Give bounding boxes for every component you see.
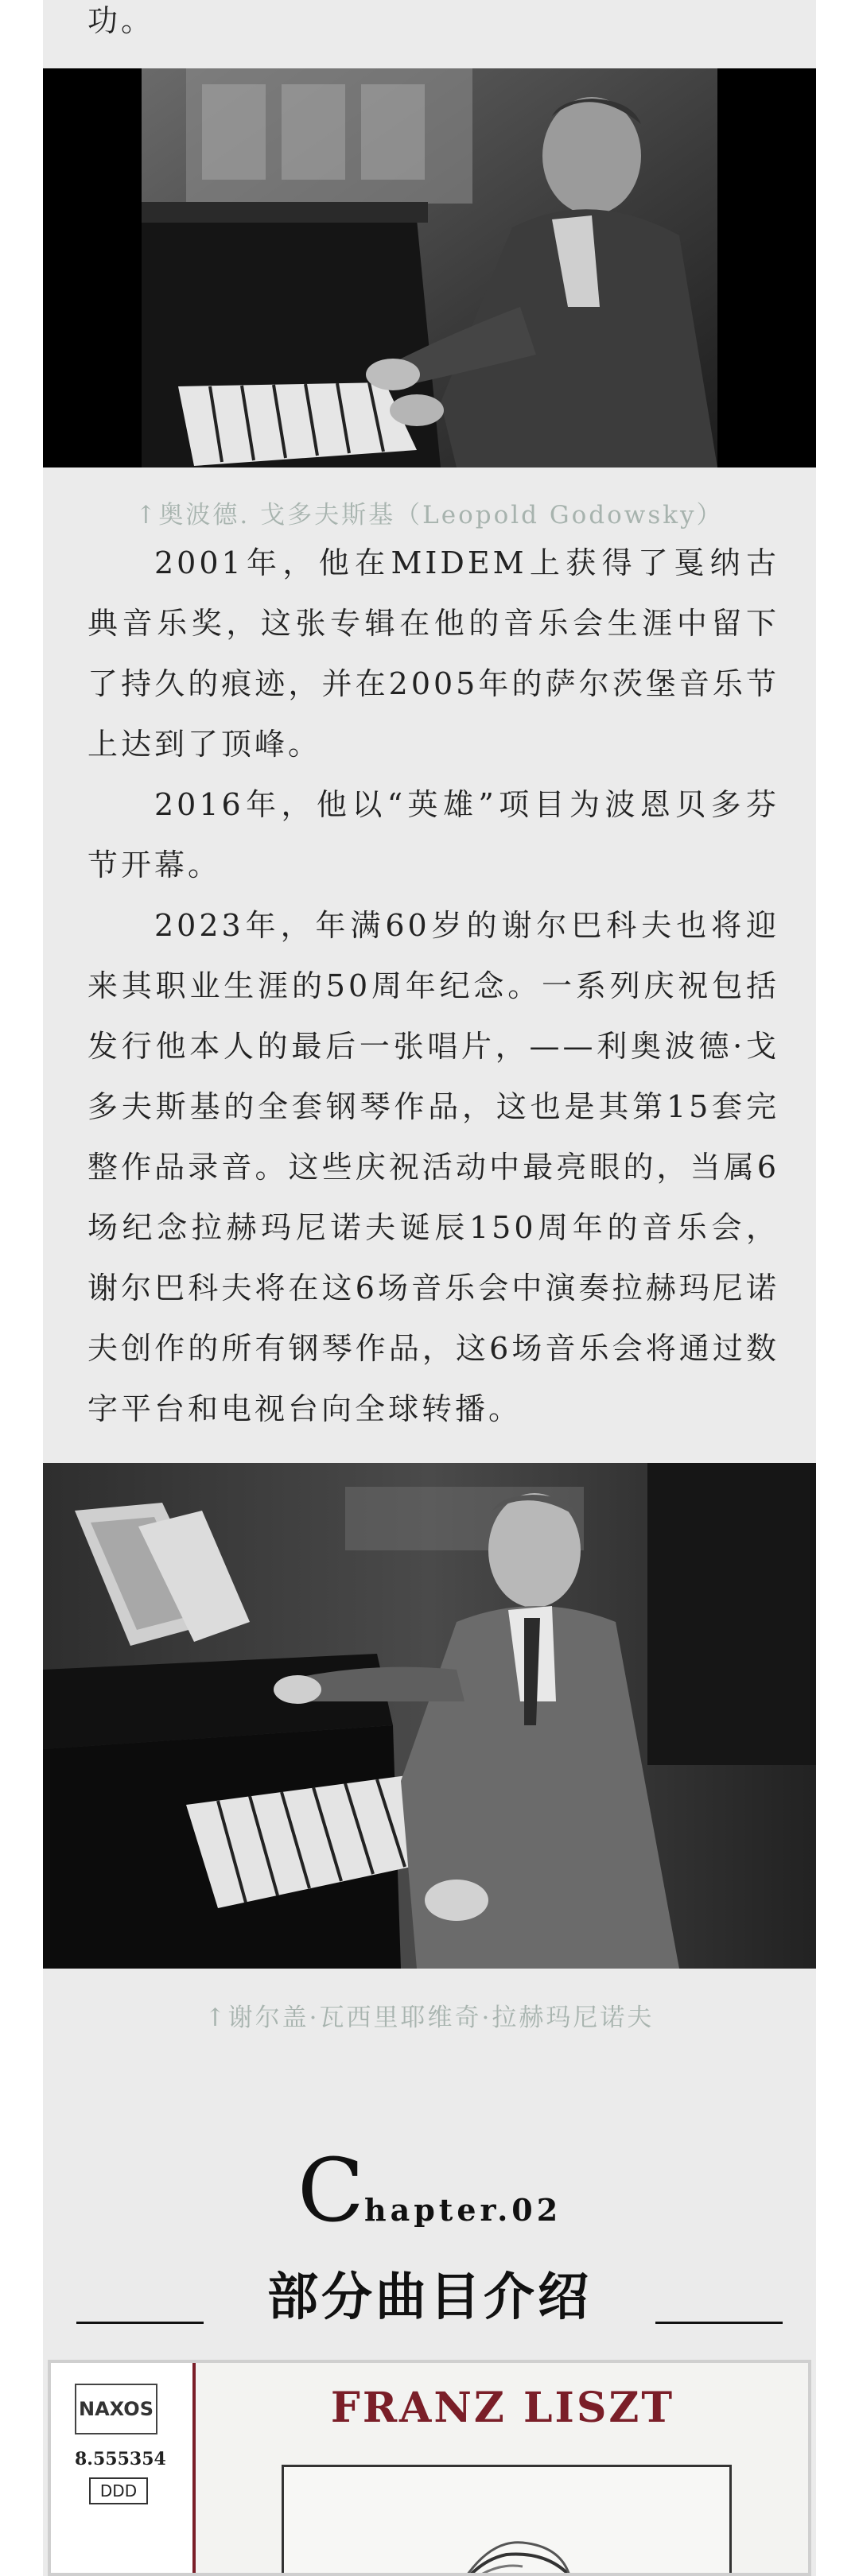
chapter-initial: C xyxy=(297,2140,364,2241)
catalog-number: 8.555354 xyxy=(75,2449,166,2469)
chapter-rest: hapter.02 xyxy=(363,2192,562,2228)
portrait-sketch xyxy=(284,2467,729,2576)
photo-caption-rachmaninoff: ↑谢尔盖·瓦西里耶维奇·拉赫玛尼诺夫 xyxy=(204,2004,655,2032)
ddd-badge: DDD xyxy=(89,2477,148,2504)
paragraph-2023: 2023年，年满60岁的谢尔巴科夫也将迎来其职业生涯的50周年纪念。一系列庆祝包括发行他本人的最后一张唱片，——利奥波德·戈多夫斯基的全套钢琴作品，这也是其第15套完整作品录音。这些庆祝活动中最亮眼的，当属6场纪念拉赫玛尼诺夫诞辰150周年的音乐会，谢尔巴科夫将在这6场音乐会中演奏拉赫玛尼诺夫创作的所有钢琴作品，这6场音乐会将通过数字平台和电视台向全球转播。 xyxy=(87,908,779,1426)
rachmaninoff-photo xyxy=(43,1463,816,1969)
godowsky-photo xyxy=(43,68,816,467)
divider-right xyxy=(655,2322,783,2324)
portrait-frame xyxy=(282,2465,732,2576)
paragraph-tail: 功。 xyxy=(87,3,155,38)
paragraph-2016: 2016年，他以“英雄”项目为波恩贝多芬节开幕。 xyxy=(87,787,779,883)
naxos-strip xyxy=(51,2363,196,2576)
chapter-heading xyxy=(43,2140,816,2241)
section-title: 部分曲目介绍 xyxy=(267,2268,592,2327)
naxos-logo: NAXOS xyxy=(75,2384,157,2434)
paragraph-2001: 2001年，他在MIDEM上获得了戛纳古典音乐奖，这张专辑在他的音乐会生涯中留下了持久的痕迹，并在2005年的萨尔茨堡音乐节上达到了顶峰。 xyxy=(87,545,779,762)
album-cover xyxy=(48,2360,811,2576)
album-composer: FRANZ LISZT xyxy=(330,2384,675,2432)
article-column xyxy=(43,0,816,2576)
photo-caption-godowsky: ↑奥波德. 戈多夫斯基（Leopold Godowsky） xyxy=(135,501,724,530)
